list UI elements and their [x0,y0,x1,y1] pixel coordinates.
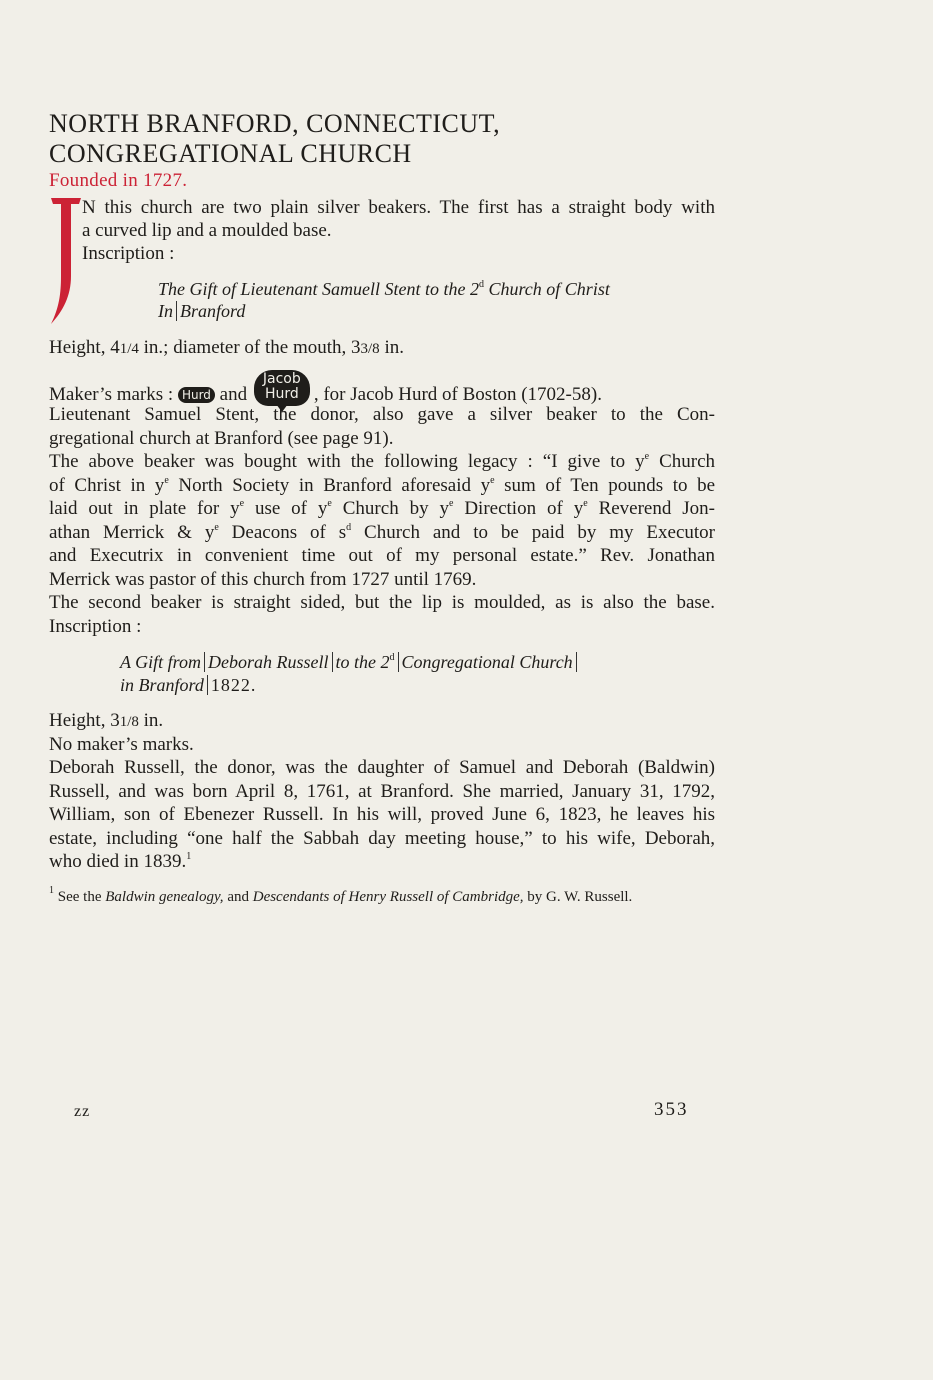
page-title-line-2: CONGREGATIONAL CHURCH [49,139,412,168]
makers-marks-line: Maker’s marks : Hurd and Jacob Hurd , for Jacob Hurd of Boston (1702-58). [49,370,602,410]
footnote-ref: 1 [186,851,192,862]
page-title-line-1: NORTH BRANFORD, CONNECTICUT, [49,109,501,138]
para1-line-2: gregational church at Branford (see page 91). [49,428,394,449]
para2-line-2: of Christ in $y^e$ North Society in Branford aforesaid $y^e$ sum of Ten pounds to be [49,475,716,496]
para4-line-3: William, son of Ebenezer Russell. In his will, proved June 6, 1823, he leaves his [49,804,715,825]
founded-line: Founded in 1727. [49,170,188,191]
inscription-2-line-1: A Gift from Deborah Russell to the 2$^d$ Congregational Church [120,651,580,674]
para3-line-1: The second beaker is straight sided, but the lip is moulded, as is also the base. [49,592,715,613]
jacob-hurd-mark: Jacob Hurd [252,370,314,410]
para2-line-4: athan Merrick & $y^e$ Deacons of $s^d$ Church and to be paid by my Executor [49,522,715,543]
footnote: $^1$ See the Baldwin genealogy, and Descendants of Henry Russell of Cambridge, by G. W. Russell. [49,885,633,905]
intro-line-1: N this church are two plain silver beakers. The first has a straight body with [82,197,715,218]
para4-line-1: Deborah Russell, the donor, was the daughter of Samuel and Deborah (Baldwin) [49,757,715,778]
inscription-1-line-1: The Gift of Lieutenant Samuell Stent to the 2$^d$ Church of Christ [158,279,610,299]
page-number: 353 [654,1099,689,1120]
no-makers-marks-line: No maker’s marks. [49,734,194,755]
para3-line-2: Inscription : [49,616,142,637]
para4-line-5: who died in 1839.$^1$ [49,851,192,872]
para2-line-1: The above beaker was bought with the following legacy : “I give to $y^e$ Church [49,451,715,472]
para4-line-4: estate, including “one half the Sabbah day meeting house,” to his wife, Deborah, [49,828,715,849]
intro-line-2: a curved lip and a moulded base. [82,220,332,241]
para2-line-6: Merrick was pastor of this church from 1727 until 1769. [49,569,477,590]
height-line-2: Height, 31/8 in. [49,710,164,731]
para2-line-5: and Executrix in convenient time out of my personal estate.” Rev. Jonathan [49,545,715,566]
inscription-1-line-2: In Branford [158,301,246,321]
intro-line-3: Inscription : [82,243,175,264]
height-line-1: Height, 41/4 in.; diameter of the mouth, 33/8 in. [49,337,404,358]
drop-cap-letter-i [49,196,83,326]
para4-line-2: Russell, and was born April 8, 1761, at Branford. She married, January 31, 1792, [49,781,715,802]
para1-line-1: Lieutenant Samuel Stent, the donor, also gave a silver beaker to the Con- [49,404,715,425]
signature-mark: zz [74,1103,91,1120]
hurd-oval-mark: Hurd [178,387,215,403]
para2-line-3: laid out in plate for $y^e$ use of $y^e$ Church by $y^e$ Direction of $y^e$ Reverend Jon- [49,498,715,519]
inscription-2-line-2: in Branford 1822. [120,675,257,695]
